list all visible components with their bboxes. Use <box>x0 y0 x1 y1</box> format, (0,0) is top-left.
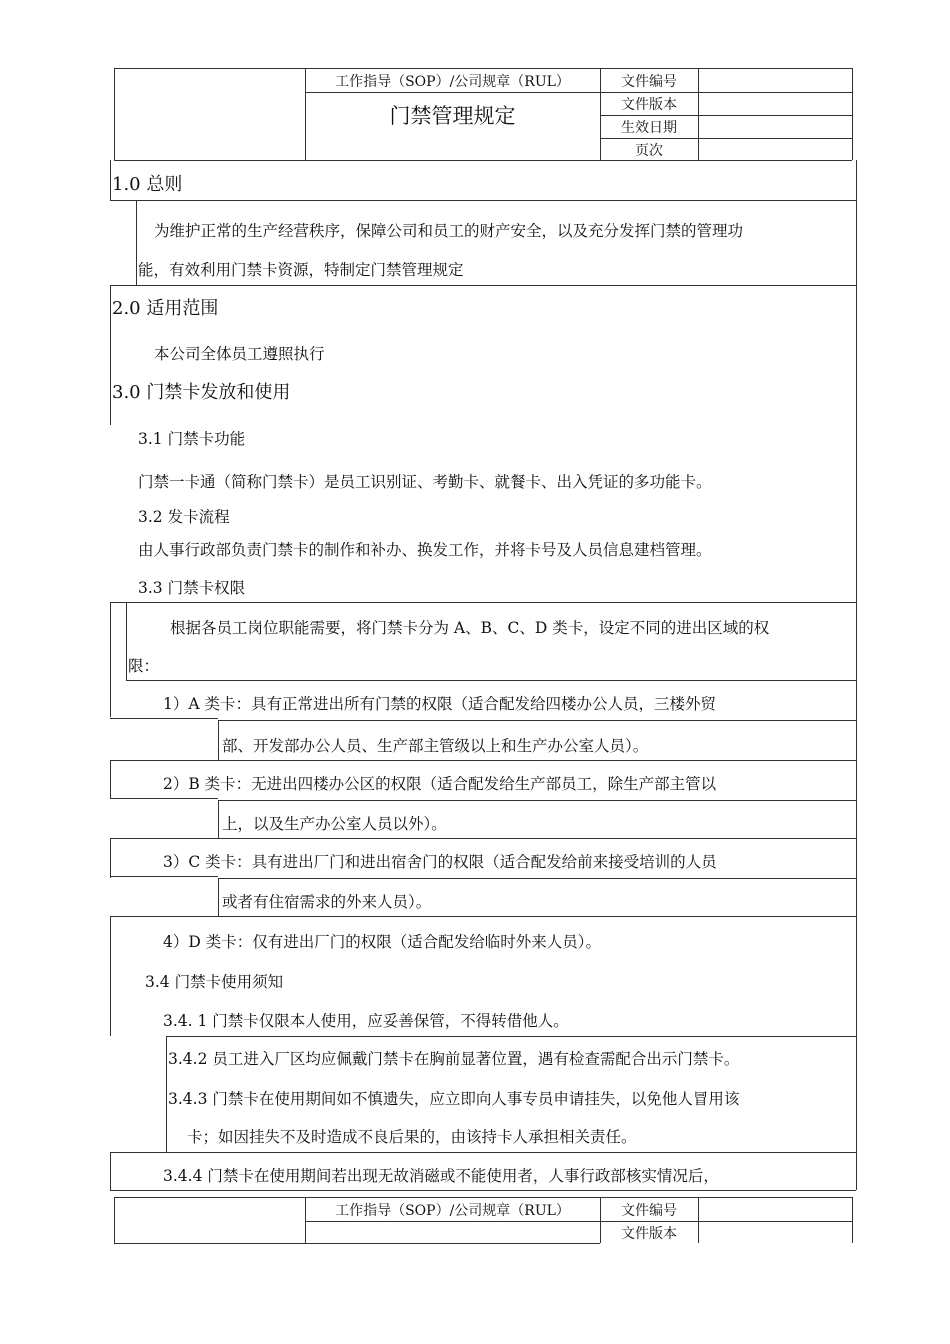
card-b-line2: 上，以及生产办公室人员以外）。 <box>222 815 447 833</box>
section-2-body: 本公司全体员工遵照执行 <box>154 345 325 363</box>
section-3-4-1: 3.4. 1 门禁卡仅限本人使用，应妥善保管，不得转借他人。 <box>163 1012 569 1030</box>
section-3-1-body: 门禁一卡通（简称门禁卡）是员工识别证、考勤卡、就餐卡、出入凭证的多功能卡。 <box>138 473 712 491</box>
header-doc-type: 工作指导（SOP）/公司规章（RUL） <box>335 74 570 90</box>
card-a-line1: 1）A 类卡：具有正常进出所有门禁的权限（适合配发给四楼办公人员，三楼外贸 <box>163 695 716 713</box>
footer-doc-type: 工作指导（SOP）/公司规章（RUL） <box>335 1203 570 1219</box>
section-3-2-title: 3.2 发卡流程 <box>138 508 230 526</box>
section-3-2-body: 由人事行政部负责门禁卡的制作和补办、换发工作，并将卡号及人员信息建档管理。 <box>138 541 712 559</box>
card-c-line1: 3）C 类卡：具有进出厂门和进出宿舍门的权限（适合配发给前来接受培训的人员 <box>163 853 717 871</box>
label-file-number: 文件编号 <box>621 74 677 90</box>
card-d-line1: 4）D 类卡：仅有进出厂门的权限（适合配发给临时外来人员）。 <box>163 933 601 951</box>
section-1-title: 1.0 总则 <box>112 174 183 195</box>
page-title: 门禁管理规定 <box>389 104 516 128</box>
label-file-version: 文件版本 <box>621 97 677 113</box>
section-2-title: 2.0 适用范围 <box>112 298 219 319</box>
section-3-4-4-line1: 3.4.4 门禁卡在使用期间若出现无故消磁或不能使用者，人事行政部核实情况后， <box>163 1167 719 1185</box>
card-c-line2: 或者有住宿需求的外来人员）。 <box>222 893 432 911</box>
section-3-4-3-line2: 卡；如因挂失不及时造成不良后果的，由该持卡人承担相关责任。 <box>187 1128 637 1146</box>
label-effective-date: 生效日期 <box>621 120 677 136</box>
section-3-title: 3.0 门禁卡发放和使用 <box>112 382 291 403</box>
footer-label-file-version: 文件版本 <box>621 1226 677 1242</box>
section-3-4-title: 3.4 门禁卡使用须知 <box>145 973 284 991</box>
section-1-body-line1: 为维护正常的生产经营秩序，保障公司和员工的财产安全，以及充分发挥门禁的管理功 <box>154 222 744 240</box>
footer-label-file-number: 文件编号 <box>621 1203 677 1219</box>
section-3-1-title: 3.1 门禁卡功能 <box>138 430 246 448</box>
card-a-line2: 部、开发部办公人员、生产部主管级以上和生产办公室人员）。 <box>222 737 649 755</box>
section-3-4-2: 3.4.2 员工进入厂区均应佩戴门禁卡在胸前显著位置，遇有检查需配合出示门禁卡。 <box>168 1050 740 1068</box>
section-3-3-body-line1: 根据各员工岗位职能需要，将门禁卡分为 A、B、C、D 类卡，设定不同的进出区域的权 <box>170 619 770 637</box>
section-3-4-3-line1: 3.4.3 门禁卡在使用期间如不慎遗失，应立即向人事专员申请挂失，以免他人冒用该 <box>168 1090 740 1108</box>
section-3-3-title: 3.3 门禁卡权限 <box>138 579 246 597</box>
section-3-3-body-line2: 限： <box>128 657 160 675</box>
card-b-line1: 2）B 类卡：无进出四楼办公区的权限（适合配发给生产部员工，除生产部主管以 <box>163 775 717 793</box>
section-1-body-line2: 能，有效利用门禁卡资源，特制定门禁管理规定 <box>138 261 464 279</box>
label-page: 页次 <box>635 143 663 159</box>
